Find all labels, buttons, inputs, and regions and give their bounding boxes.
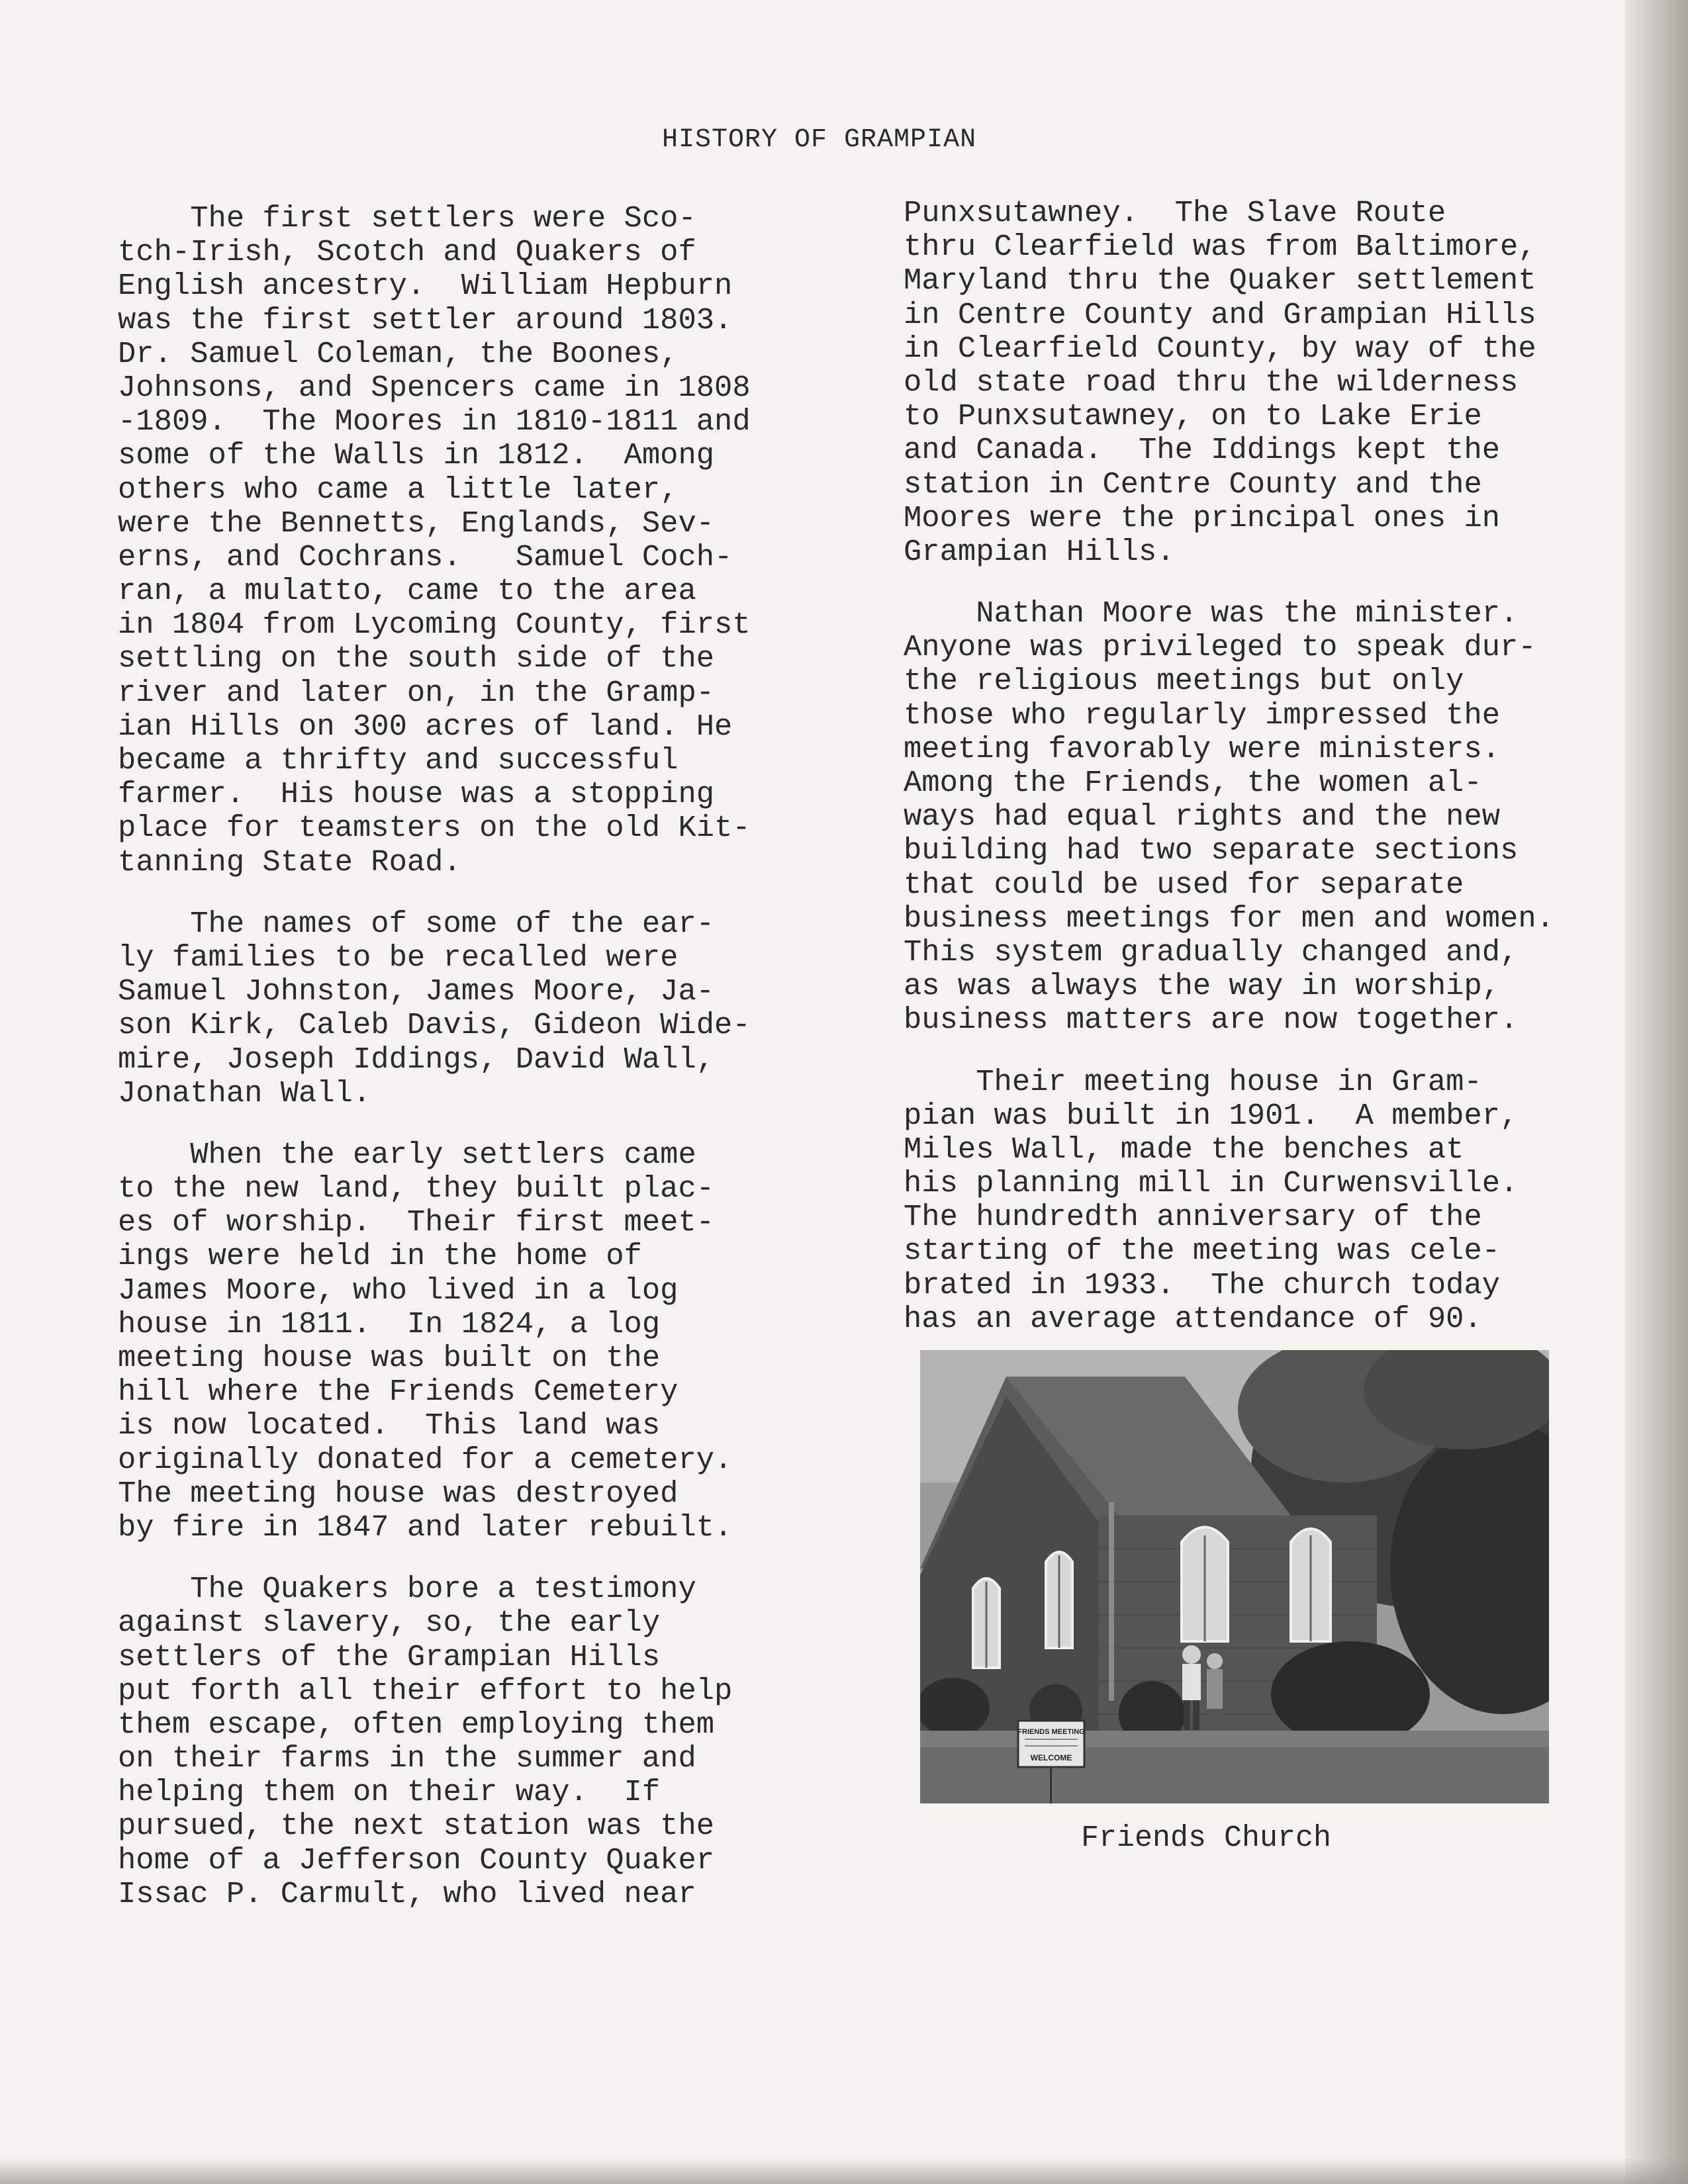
- text-line: pursued, the next station was the: [118, 1809, 715, 1844]
- text-line: business meetings for men and women.: [904, 901, 1554, 936]
- friends-church-photo: [920, 1350, 1549, 1803]
- paragraph-gap: [118, 1545, 751, 1572]
- text-line: building had two separate sections: [904, 833, 1519, 868]
- text-line: station in Centre County and the: [904, 467, 1482, 502]
- text-line: originally donated for a cemetery.: [118, 1442, 733, 1477]
- text-line: were the Bennetts, Englands, Sev-: [118, 506, 715, 541]
- text-line: is now located. This land was: [118, 1408, 661, 1443]
- page-bottom-edge: [0, 2158, 1688, 2184]
- page-title: HISTORY OF GRAMPIAN: [662, 125, 977, 155]
- text-line: the religious meetings but only: [904, 664, 1464, 699]
- text-line: river and later on, in the Gramp-: [118, 675, 715, 710]
- text-line: Miles Wall, made the benches at: [904, 1132, 1464, 1167]
- text-line: When the early settlers came: [118, 1137, 696, 1172]
- text-line: The meeting house was destroyed: [118, 1476, 679, 1511]
- text-line: ings were held in the home of: [118, 1239, 642, 1274]
- text-line: hill where the Friends Cemetery: [118, 1375, 679, 1410]
- text-line: Maryland thru the Quaker settlement: [904, 263, 1536, 298]
- text-line: meeting favorably were ministers.: [904, 731, 1501, 766]
- sign-text-top: FRIENDS MEETING: [1017, 1728, 1085, 1736]
- text-line: English ancestry. William Hepburn: [118, 269, 733, 304]
- text-line: This system gradually changed and,: [904, 934, 1519, 970]
- text-line: place for teamsters on the old Kit-: [118, 811, 751, 846]
- text-line: ian Hills on 300 acres of land. He: [118, 709, 733, 744]
- text-line: tch-Irish, Scotch and Quakers of: [118, 235, 696, 270]
- text-line: Moores were the principal ones in: [904, 500, 1501, 535]
- text-line: home of a Jefferson County Quaker: [118, 1843, 715, 1878]
- left-column: [118, 202, 751, 1911]
- text-line: Jonathan Wall.: [118, 1075, 371, 1111]
- text-line: -1809. The Moores in 1810-1811 and: [118, 404, 751, 439]
- text-line: farmer. His house was a stopping: [118, 777, 715, 812]
- text-line: ways had equal rights and the new: [904, 799, 1501, 835]
- text-line: his planning mill in Curwensville.: [904, 1166, 1519, 1201]
- text-line: ran, a mulatto, came to the area: [118, 574, 696, 609]
- text-line: old state road thru the wilderness: [904, 365, 1519, 400]
- text-line: Punxsutawney. The Slave Route: [904, 196, 1446, 230]
- text-line: erns, and Cochrans. Samuel Coch-: [118, 539, 733, 574]
- text-line: by fire in 1847 and later rebuilt.: [118, 1510, 733, 1545]
- text-line: to the new land, they built plac-: [118, 1171, 715, 1206]
- binding-gutter: [1625, 0, 1688, 2184]
- text-line: mire, Joseph Iddings, David Wall,: [118, 1042, 715, 1077]
- paragraph-gap: [904, 569, 1554, 597]
- text-line: others who came a little later,: [118, 472, 679, 507]
- text-line: brated in 1933. The church today: [904, 1267, 1501, 1302]
- text-line: that could be used for separate: [904, 867, 1464, 902]
- text-line: to Punxsutawney, on to Lake Erie: [904, 399, 1482, 434]
- paragraph-gap: [118, 880, 751, 907]
- text-line: Among the Friends, the women al-: [904, 766, 1482, 800]
- text-line: was the first settler around 1803.: [118, 302, 733, 338]
- text-line: thru Clearfield was from Baltimore,: [904, 230, 1536, 265]
- text-line: es of worship. Their first meet-: [118, 1205, 715, 1240]
- text-line: Issac P. Carmult, who lived near: [118, 1876, 696, 1911]
- text-line: in Clearfield County, by way of the: [904, 331, 1536, 366]
- text-line: in Centre County and Grampian Hills: [904, 297, 1536, 332]
- text-line: and Canada. The Iddings kept the: [904, 433, 1501, 468]
- text-line: house in 1811. In 1824, a log: [118, 1306, 661, 1342]
- text-line: has an average attendance of 90.: [904, 1301, 1482, 1336]
- text-line: Nathan Moore was the minister.: [904, 596, 1519, 631]
- text-line: became a thrifty and successful: [118, 743, 679, 778]
- text-line: settling on the south side of the: [118, 641, 715, 676]
- photo-caption: Friends Church: [1081, 1821, 1332, 1855]
- text-line: put forth all their effort to help: [118, 1673, 733, 1708]
- text-line: Their meeting house in Gram-: [904, 1064, 1482, 1099]
- text-line: The first settlers were Sco-: [118, 201, 696, 236]
- text-line: settlers of the Grampian Hills: [118, 1639, 661, 1674]
- text-line: starting of the meeting was cele-: [904, 1234, 1501, 1269]
- text-line: Anyone was privileged to speak dur-: [904, 630, 1536, 665]
- text-line: those who regularly impressed the: [904, 698, 1501, 733]
- text-line: ly families to be recalled were: [118, 940, 679, 975]
- text-line: son Kirk, Caleb Davis, Gideon Wide-: [118, 1008, 751, 1043]
- text-line: them escape, often employing them: [118, 1707, 715, 1742]
- text-line: tanning State Road.: [118, 844, 461, 880]
- text-line: as was always the way in worship,: [904, 969, 1501, 1004]
- text-line: business matters are now together.: [904, 1003, 1519, 1038]
- text-line: The names of some of the ear-: [118, 906, 715, 941]
- text-line: pian was built in 1901. A member,: [904, 1098, 1519, 1133]
- text-line: The hundredth anniversary of the: [904, 1200, 1482, 1235]
- sign-text-bottom: WELCOME: [1030, 1753, 1072, 1762]
- text-line: Johnsons, and Spencers came in 1808: [118, 370, 751, 405]
- text-line: on their farms in the summer and: [118, 1741, 696, 1776]
- right-column: [904, 197, 1554, 1336]
- paragraph-gap: [118, 1111, 751, 1138]
- paragraph-gap: [904, 1038, 1554, 1066]
- text-line: some of the Walls in 1812. Among: [118, 438, 715, 473]
- text-line: meeting house was built on the: [118, 1341, 661, 1375]
- text-line: in 1804 from Lycoming County, first: [118, 608, 751, 643]
- text-line: against slavery, so, the early: [118, 1606, 661, 1641]
- text-line: Samuel Johnston, James Moore, Ja-: [118, 974, 715, 1009]
- text-line: The Quakers bore a testimony: [118, 1572, 696, 1607]
- text-line: Grampian Hills.: [904, 534, 1175, 569]
- text-line: Dr. Samuel Coleman, the Boones,: [118, 336, 679, 371]
- text-line: James Moore, who lived in a log: [118, 1273, 679, 1308]
- text-line: helping them on their way. If: [118, 1775, 661, 1810]
